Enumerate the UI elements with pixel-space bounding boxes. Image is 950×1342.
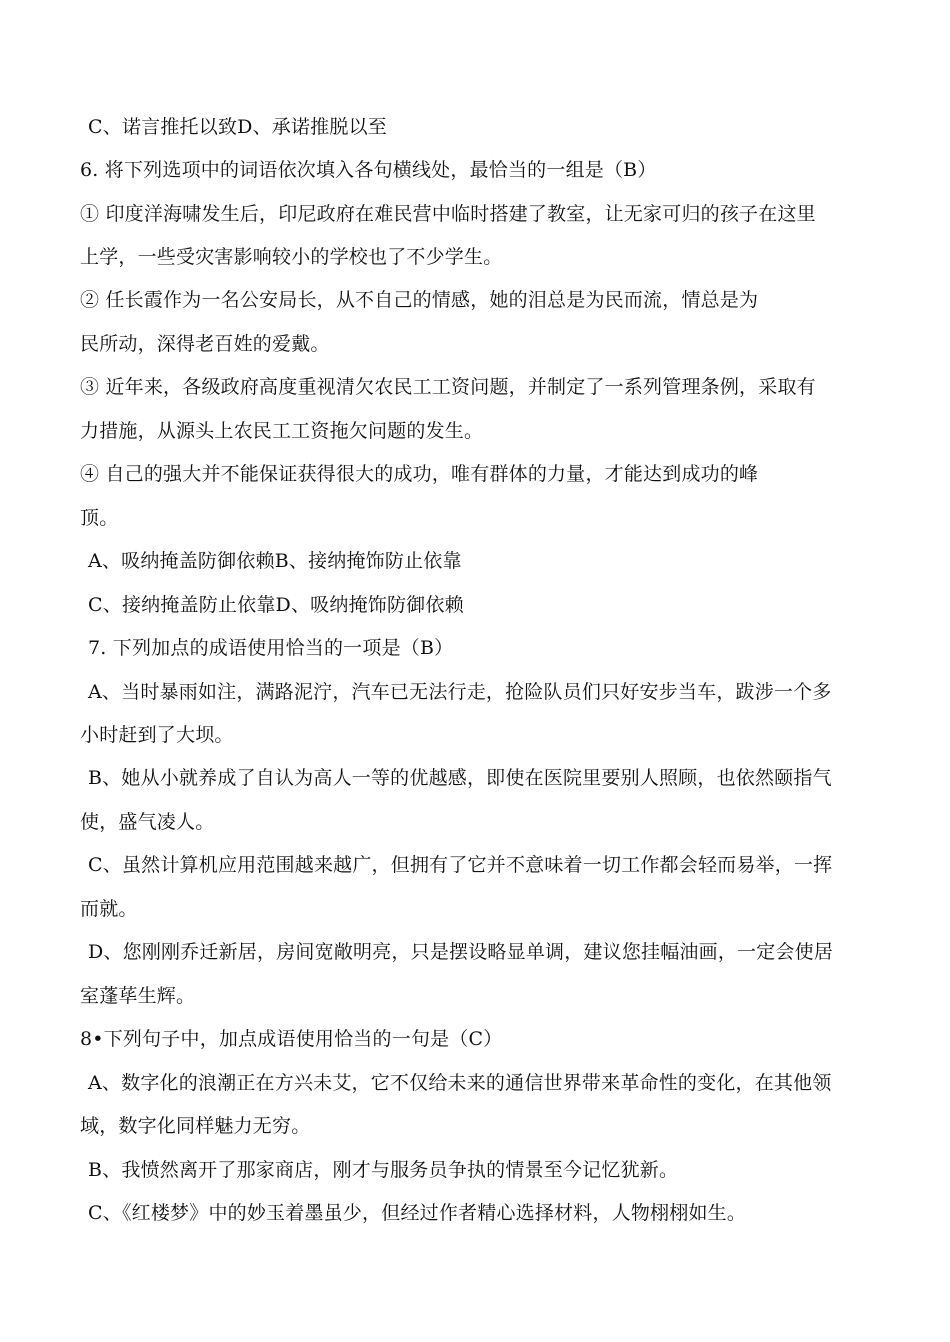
- option-a-b-q6: A、吸纳掩盖防御依赖B、接纳掩饰防止依靠: [88, 550, 462, 572]
- option-a-q7-line-1: A、当时暴雨如注，满路泥泞，汽车已无法行走，抢险队员们只好安步当车，跋涉一个多: [88, 681, 832, 703]
- option-c-q8: C、《红楼梦》中的妙玉着墨虽少，但经过作者精心选择材料，人物栩栩如生。: [88, 1202, 747, 1224]
- option-a-q7-line-2: 小时赶到了大坝。: [80, 724, 234, 746]
- option-a-q8-line-2: 域，数字化同样魅力无穷。: [80, 1115, 311, 1137]
- question-6-stem: 6. 将下列选项中的词语依次填入各句横线处，最恰当的一组是（B）: [80, 159, 657, 181]
- option-c-d-q6: C、接纳掩盖防止依靠D、吸纳掩饰防御依赖: [88, 594, 464, 616]
- sentence-2-line-1: ② 任长霞作为一名公安局长，从不自己的情感，她的泪总是为民而流，情总是为: [80, 289, 759, 311]
- question-7-stem: 7. 下列加点的成语使用恰当的一项是（B）: [88, 637, 454, 659]
- sentence-1-line-1: ① 印度洋海啸发生后，印尼政府在难民营中临时搭建了教室，让无家可归的孩子在这里: [80, 203, 816, 225]
- option-a-q8-line-1: A、数字化的浪潮正在方兴未艾，它不仅给未来的通信世界带来革命性的变化，在其他领: [88, 1072, 832, 1094]
- sentence-2-line-2: 民所动，深得老百姓的爱戴。: [80, 333, 330, 355]
- sentence-1-line-2: 上学，一些受灾害影响较小的学校也了不少学生。: [80, 246, 503, 268]
- sentence-4-line-2: 顶。: [80, 507, 119, 529]
- option-c-q7-line-1: C、虽然计算机应用范围越来越广，但拥有了它并不意味着一切工作都会轻而易举，一挥: [88, 854, 833, 876]
- sentence-4-line-1: ④ 自己的强大并不能保证获得很大的成功，唯有群体的力量，才能达到成功的峰: [80, 463, 759, 485]
- option-d-q7-line-2: 室蓬荜生辉。: [80, 985, 196, 1007]
- option-d-q7-line-1: D、您刚刚乔迁新居，房间宽敞明亮，只是摆设略显单调，建议您挂幅油画，一定会使居: [88, 941, 834, 963]
- option-b-q8: B、我愤然离开了那家商店，刚才与服务员争执的情景至今记忆犹新。: [88, 1159, 679, 1181]
- option-c-q5: C、诺言推托以致D、承诺推脱以至: [88, 116, 387, 138]
- sentence-3-line-1: ③ 近年来，各级政府高度重视清欠农民工工资问题，并制定了一系列管理条例，采取有: [80, 376, 816, 398]
- option-b-q7-line-2: 使，盛气凌人。: [80, 811, 215, 833]
- option-c-q7-line-2: 而就。: [80, 898, 138, 920]
- option-b-q7-line-1: B、她从小就养成了自认为高人一等的优越感，即使在医院里要别人照顾，也依然颐指气: [88, 767, 832, 789]
- sentence-3-line-2: 力措施，从源头上农民工工资拖欠问题的发生。: [80, 420, 484, 442]
- question-8-stem: 8•下列句子中，加点成语使用恰当的一句是（C）: [80, 1028, 503, 1050]
